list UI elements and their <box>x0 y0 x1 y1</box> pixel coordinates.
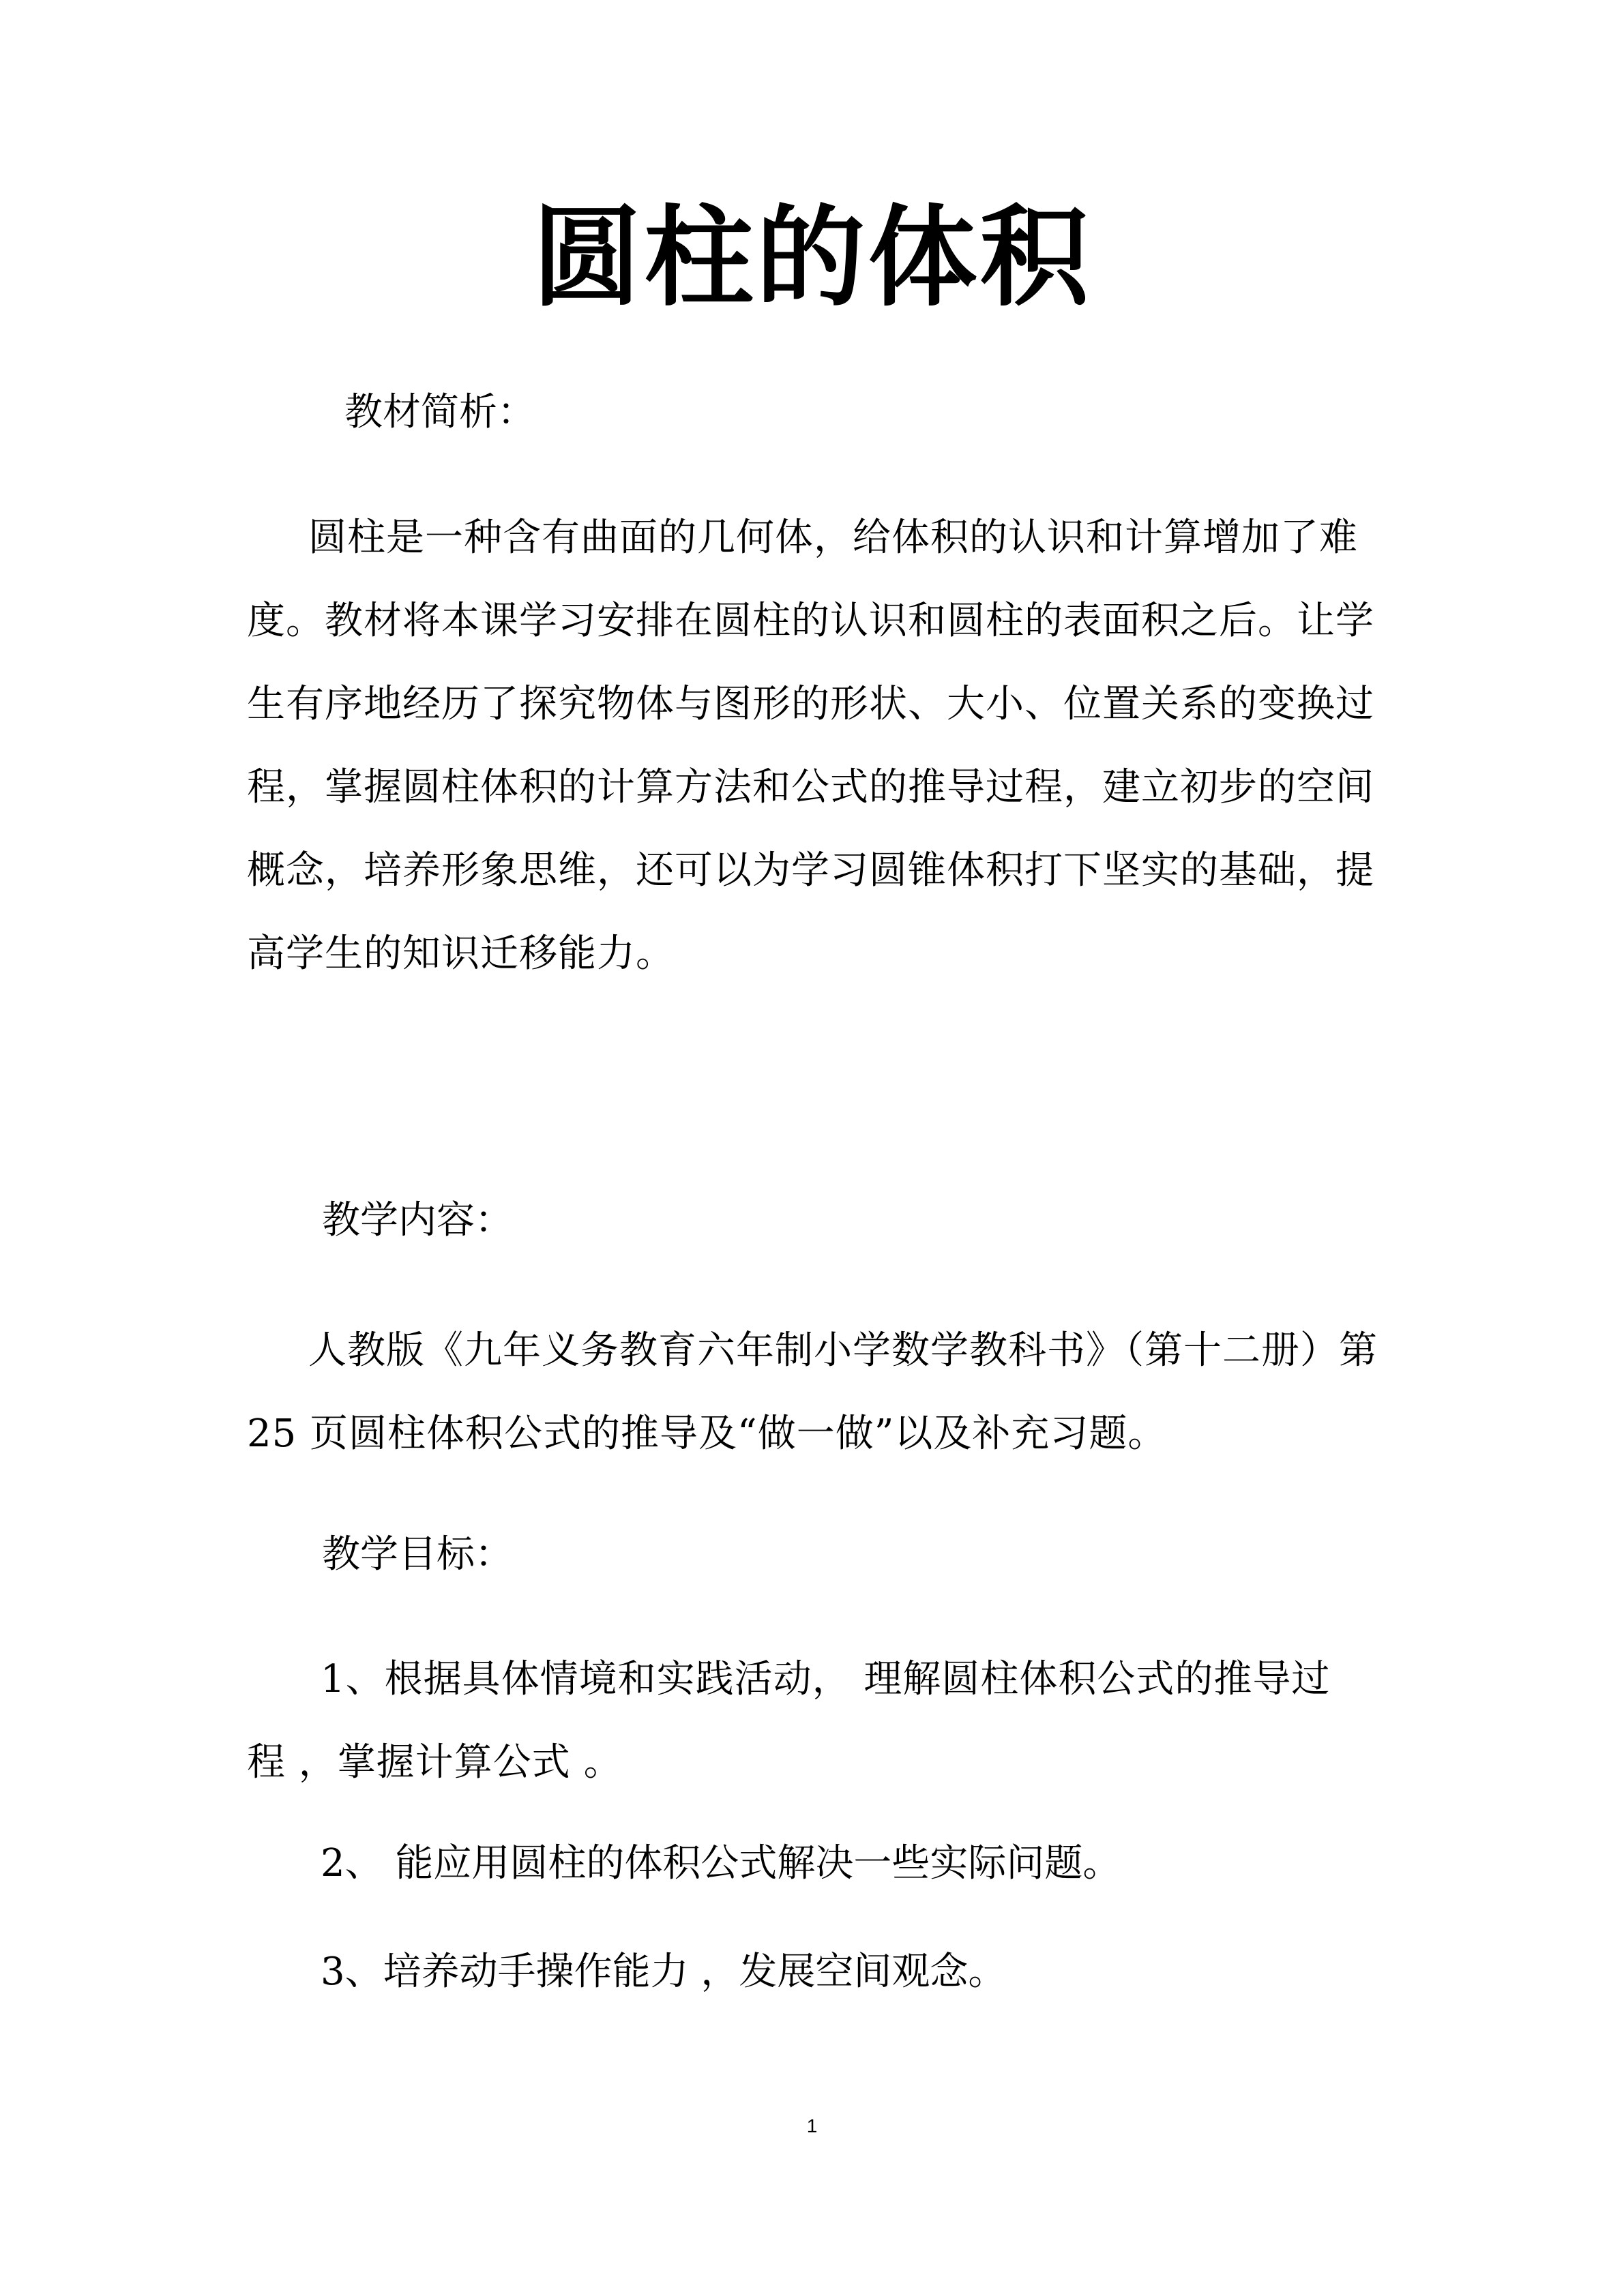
document-title: 圆柱的体积 <box>532 193 1092 321</box>
goals-heading: 教学目标： <box>322 1532 513 1577</box>
goal-3: 3、培养动手操作能力 ，发展空间观念。 <box>321 1950 1007 1994</box>
content-heading: 教学内容： <box>322 1198 513 1242</box>
content-paragraph: 人教版《九年义务教育六年制小学数学教科书》（第十二册）第25 页圆柱体积公式的推导及“做一做”以及补充习题。 <box>247 1328 1378 1456</box>
page-number: 1 <box>806 2115 818 2136</box>
goal-2: 2、 能应用圆柱的体积公式解决一些实际问题。 <box>321 1841 1121 1885</box>
analysis-heading: 教材简析： <box>344 390 535 434</box>
analysis-paragraph: 圆柱是一种含有曲面的几何体，给体积的认识和计算增加了难度。教材将本课学习安排在圆柱的认识和圆柱的表面积之后。让学生有序地经历了探究物体与图形的形状、大小、位置关系的变换过程，掌握圆柱体积的计算方法和公式的推导过程，建立初步的空间概念，培养形象思维，还可以为学习圆锥体积打下坚实的基础，提高学生的知识迁移能力。 <box>247 516 1374 976</box>
goal-1: 1、根据具体情境和实践活动， 理解圆柱体积公式的推导过程 ，掌握计算公式 。 <box>247 1657 1331 1785</box>
